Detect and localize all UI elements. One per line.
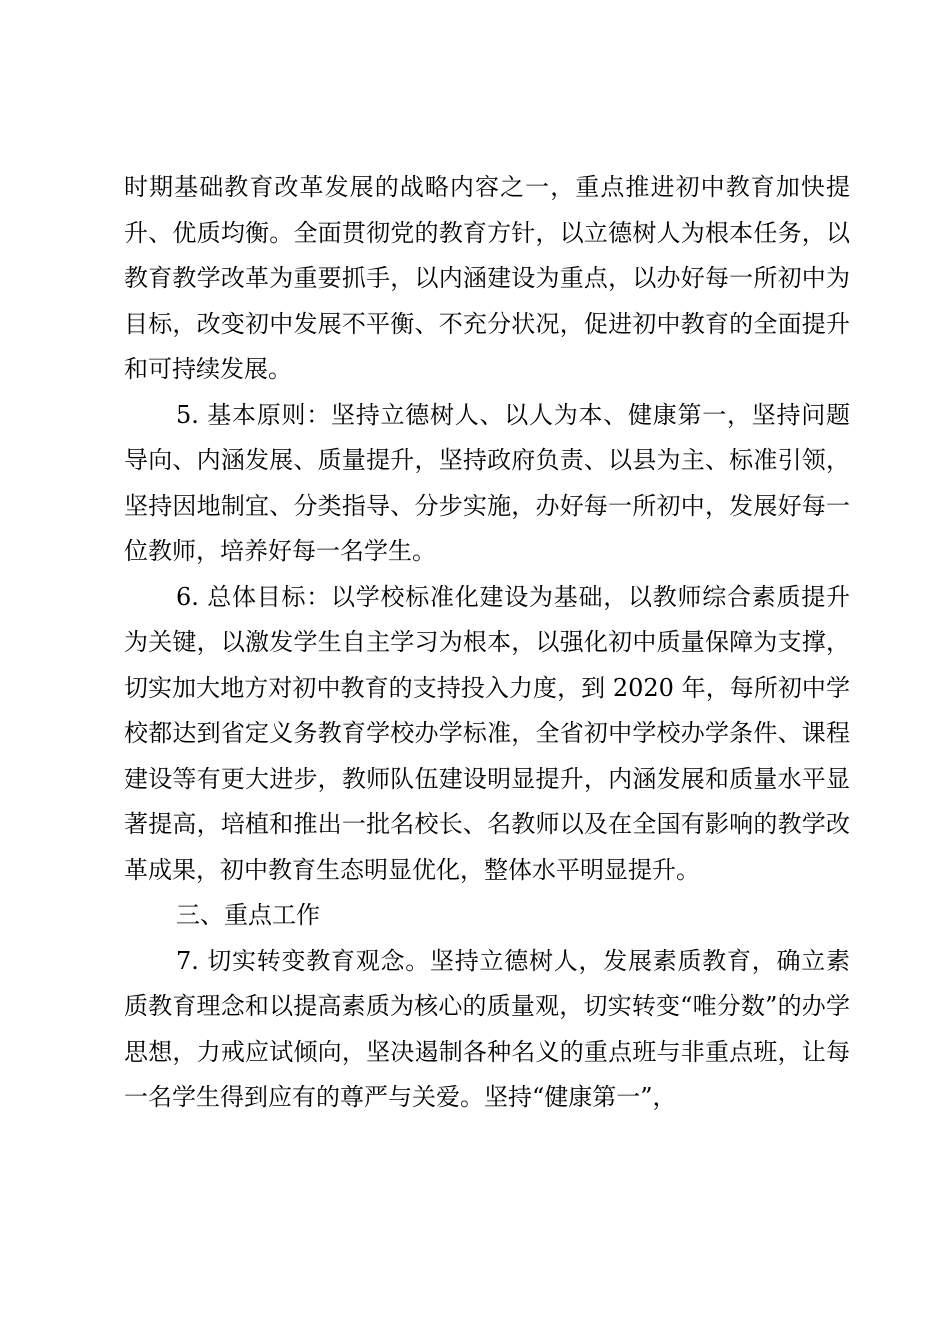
paragraph-intro-continued: 时期基础教育改革发展的战略内容之一，重点推进初中教育加快提升、优质均衡。全面贯彻党的教育方针，以立德树人为根本任务，以教育教学改革为重要抓手，以内涵建设为重点，以办好每一所初中为目标，改变初中发展不平衡、不充分状况，促进初中教育的全面提升和可持续发展。 bbox=[124, 173, 850, 383]
section-heading-key-work: 三、重点工作 bbox=[176, 901, 320, 929]
paragraph-change-education-concept: 7. 切实转变教育观念。坚持立德树人，发展素质教育，确立素质教育理念和以提高素质为核心的质量观，切实转变“唯分数”的办学思想，力戒应试倾向，坚决遏制各种名义的重点班与非重点班，让每一名学生得到应有的尊严与关爱。坚持“健康第一”， bbox=[124, 946, 850, 1111]
paragraph-overall-goal: 6. 总体目标：以学校标准化建设为基础，以教师综合素质提升为关键，以激发学生自主学习为根本，以强化初中质量保障为支撑，切实加大地方对初中教育的支持投入力度，到 2020 年，每所初中学校都达到省定义务教育学校办学标准，全省初中学校办学条件、课程建设等有更大进步，教师队伍建设明显提升，内涵发展和质量水平显著提高，培植和推出一批名校长、名教师以及在全国有影响的教学改革成果，初中教育生态明显优化，整体水平明显提升。 bbox=[124, 582, 850, 884]
document-body bbox=[124, 165, 850, 1121]
paragraph-basic-principles: 5. 基本原则：坚持立德树人、以人为本、健康第一，坚持问题导向、内涵发展、质量提升，坚持政府负责、以县为主、标准引领，坚持因地制宜、分类指导、分步实施，办好每一所初中，发展好每一位教师，培养好每一名学生。 bbox=[124, 400, 850, 565]
